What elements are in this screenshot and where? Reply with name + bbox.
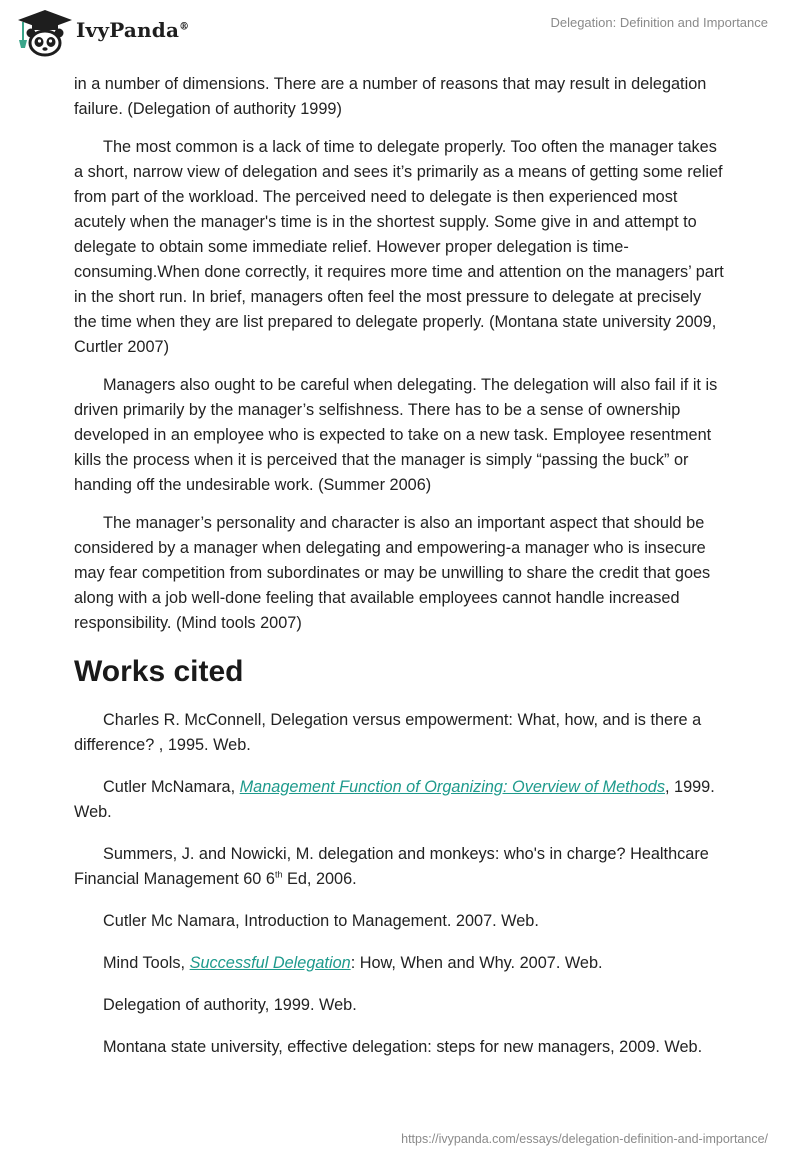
reference-item: Charles R. McConnell, Delegation versus empowerment: What, how, and is there a difference? , 1995. Web. (74, 711, 702, 754)
works-cited-list (74, 708, 726, 1060)
paragraph: in a number of dimensions. There are a number of reasons that may result in delegation failure. (Delegation of authority 1999) (74, 75, 707, 118)
reference-item: Cutler Mc Namara, Introduction to Management. 2007. Web. (103, 912, 539, 930)
article-body (74, 72, 726, 1077)
reference-item: Mind Tools, Successful Delegation: How, When and Why. 2007. Web. (103, 954, 603, 972)
reference-link[interactable]: Management Function of Organizing: Overview of Methods (239, 778, 665, 796)
page-header (0, 0, 800, 64)
reference-item: Delegation of authority, 1999. Web. (103, 996, 357, 1014)
paragraph: The most common is a lack of time to delegate properly. Too often the manager takes a short, narrow view of delegation and sees it’s primarily as a means of getting some relief from part of the workload. The perceived need to delegate is then experienced most acutely when the manager's time is in the shortest supply. Some give in and attempt to delegate to obtain some immediate relief. However proper delegation is time-consuming.When done correctly, it requires more time and attention on the managers’ part in the short run. In brief, managers often feel the most pressure to delegate at precisely the time when they are list prepared to delegate properly. (Montana state university 2009, Curtler 2007) (74, 138, 724, 356)
reference-item: Cutler McNamara, Management Function of Organizing: Overview of Methods, 1999. Web. (74, 778, 715, 821)
brand-name[interactable]: IvyPanda® (76, 18, 190, 42)
reference-item: Summers, J. and Nowicki, M. delegation and monkeys: who's in charge? Healthcare Financial Management 60 6th Ed, 2006. (74, 845, 709, 888)
works-cited-heading: Works cited (74, 655, 244, 688)
reference-item: Montana state university, effective delegation: steps for new managers, 2009. Web. (103, 1038, 703, 1056)
footer-url[interactable]: https://ivypanda.com/essays/delegation-definition-and-importance/ (401, 1132, 768, 1146)
panda-logo-icon[interactable] (14, 6, 76, 58)
reference-link[interactable]: Successful Delegation (189, 954, 351, 972)
paragraph: Managers also ought to be careful when delegating. The delegation will also fail if it is driven primarily by the manager’s selfishness. There has to be a sense of ownership developed in an employee who is expected to take on a new task. Employee resentment kills the process when it is perceived that the manager is simply “passing the buck” or handing off the undesirable work. (Summer 2006) (74, 376, 718, 494)
document-title: Delegation: Definition and Importance (550, 15, 768, 30)
paragraph: The manager’s personality and character is also an important aspect that should be considered by a manager when delegating and empowering-a manager who is insecure may fear competition from subordinates or may be unwilling to share the credit that goes along with a job well-done feeling that available employees cannot handle increased responsibility. (Mind tools 2007) (74, 514, 711, 632)
